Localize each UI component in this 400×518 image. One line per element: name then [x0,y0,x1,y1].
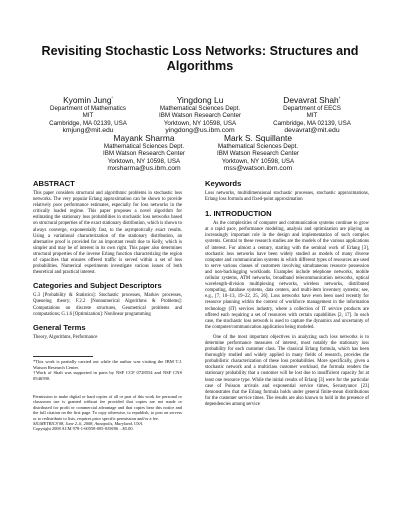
author-email: yingdong@us.ibm.com [165,127,235,135]
author-affiliation: Department of Mathematics [50,105,126,112]
keywords-heading: Keywords [205,179,242,188]
author-address: Cambridge, MA 02139, USA [273,119,351,127]
author-email: devavrat@mit.edu [284,127,340,135]
author-address: Yorktown, NY 10598, USA [107,157,181,165]
left-column [33,179,182,432]
author-name: Devavrat Shah† [283,95,341,105]
author-affiliation: Mathematical Sciences Dept. [217,143,299,150]
intro-paragraph-1: As the complexities of computer and communication systems continue to grow at a rapid pace, performance modeling, analysis and optimization are playing an increasingly important role in the design and implementation of such complex systems. Central to these research studies are the models of the various applications of interest. For almost a century, starting with the seminal work of Erlang [3], stochastic loss networks have been widely studied as models of many diverse computer and communication systems in which different types of resources are used to serve various classes of customers involving simultaneous resource possession and non-backlogging workloads. Examples include telephone networks, mobile cellular systems, ATM networks, broadband telecommunication networks, optical wavelength-division multiplexing networks, wireless networks, distributed computing, database systems, data centers, and multi-item inventory systems; see, e.g., [7, 10–13, 19–22, 25, 26]. Loss networks have even been used recently for resource planning within the context of workforce management in the information technology (IT) services industry, where a collection of IT service products are offered each requiring a set of resources with certain capabilities [2, 17]. In each case, the stochastic loss network is used to capture the dynamics and uncertainty of the computer/communication application being modeled. [205,221,369,330]
abstract-heading: ABSTRACT [33,179,75,188]
author-block-jung [42,95,134,135]
categories-heading: Categories and Subject Descriptors [33,281,162,291]
venue-line: SIGMETRICS'08, June 2–6, 2008, Annapolis, Maryland, USA. [33,421,144,426]
author-email: kmjung@mit.edu [62,127,114,135]
author-block-lu [150,95,250,135]
author-address: Cambridge, MA 02139, USA [49,119,127,127]
general-terms-heading: General Terms [33,322,86,332]
paper-title-line2: Algorithms [166,59,234,73]
author-address: Yorktown, NY 10598, USA [163,119,237,127]
author-block-sharma [94,133,194,173]
right-column [205,179,369,412]
author-block-shah [266,95,358,135]
intro-paragraph-2: One of the most important objectives in analyzing such loss networks is to determine performance measures of interest, most notably the stationary loss probability for each customer class. The classical Erlang formula, which has been thoroughly studied and widely applied in many fields of research, provides the probabilistic characterization of these loss probabilities. More specifically, given a stochastic network and a multiclass customer workload, the formula renders the stationary probability that a customer will be lost due to insufficient capacity for at least one resource type. While the initial results of Erlang [3] were for the particular case of Poisson arrivals and exponential service times, Sevastyanov [23] demonstrates that the Erlang formula holds under general finite-mean distributions for the customer service times. The results are also known to hold in the presence of dependencies among service [205,334,369,407]
author-block-squillante [208,133,308,173]
permission-notice: Permission to make digital or hard copies of all or part of this work for personal or classroom use is granted without fee provided that copies are not made or distributed for profit or commercial advantage and that copies bear this notice and the full citation on the first page. To copy otherwise, to republish, to post on servers or to redistribute to lists, requires prior specific permission and/or a fee. [33,393,182,421]
author-address: Yorktown, NY 10598, USA [221,157,295,165]
footnote-rule [33,356,93,357]
footnote-2: †Work of Shah was supported in parts by NSF CCF 0728554 and NSF CNS 0546590. [33,370,182,382]
author-name: Mayank Sharma [113,133,175,143]
author-institution: IBM Watson Research Center [217,150,299,158]
author-institution: MIT [306,112,318,120]
author-email: mxsharma@us.ibm.com [107,165,181,173]
author-affiliation: Department of EECS [283,105,341,112]
introduction-heading: 1. INTRODUCTION [205,209,272,219]
author-institution: MIT [82,112,94,120]
abstract-text: This paper considers structural and algorithmic problems in stochastic loss networks. The very popular Erlang approximation can be shown to provide relatively poor performance estimates, especially for loss networks in the critically loaded regime. This paper proposes a novel algorithm for estimating the stationary loss probabilities in stochastic loss networks based on structural properties of the exact stationary distribution, which is shown to always converge, exponentially fast, to the asymptotically exact results. Using a variational characterization of the stationary distribution, an alternative proof is provided for an important result due to Kelly, which is simpler and may be of interest in its own right. This paper also determines structural properties of the inverse Erlang function characterizing the region of capacities that ensures offered traffic is served within a set of loss probabilities. Numerical experiments investigate various issues of both theoretical and practical interest. [33,191,182,276]
author-name: Yingdong Lu [176,95,224,105]
author-affiliation: Mathematical Sciences Dept. [103,143,185,150]
author-email: mss@watson.ibm.com [223,165,293,173]
keywords-text: Loss networks, multidimensional stochastic processes, stochastic approximations, Erlang loss formula and fixed-point approximation [205,191,369,203]
general-terms-text: Theory, Algorithms, Performance [33,334,98,340]
author-affiliation: Mathematical Sciences Dept. [159,105,241,112]
footnote-1: *This work is partially carried out while the author was visiting the IBM T.J. Watson Research Center. [33,358,182,370]
copyright-line: Copyright 2008 ACM 978-1-60558-005-0/08/06 ...$5.00. [33,426,134,432]
paper-title-line1: Revisiting Stochastic Loss Networks: Structures and [41,44,359,58]
author-institution: IBM Watson Research Center [103,150,185,158]
author-institution: IBM Watson Research Center [159,112,241,120]
paper-title [30,44,370,74]
author-name: Kyomin Jung* [63,95,113,105]
categories-text: G.3 [Probability & Statistics]: Stochastic processes, Markov processes, Queueing theory; F.2.2 [Nonnumerical Algorithms & Problems]: Computations on discrete structures, Geometrical problems and computations; G.1.6 [Optimization]: Nonlinear programming [33,293,182,317]
author-name: Mark S. Squillante [224,133,292,143]
